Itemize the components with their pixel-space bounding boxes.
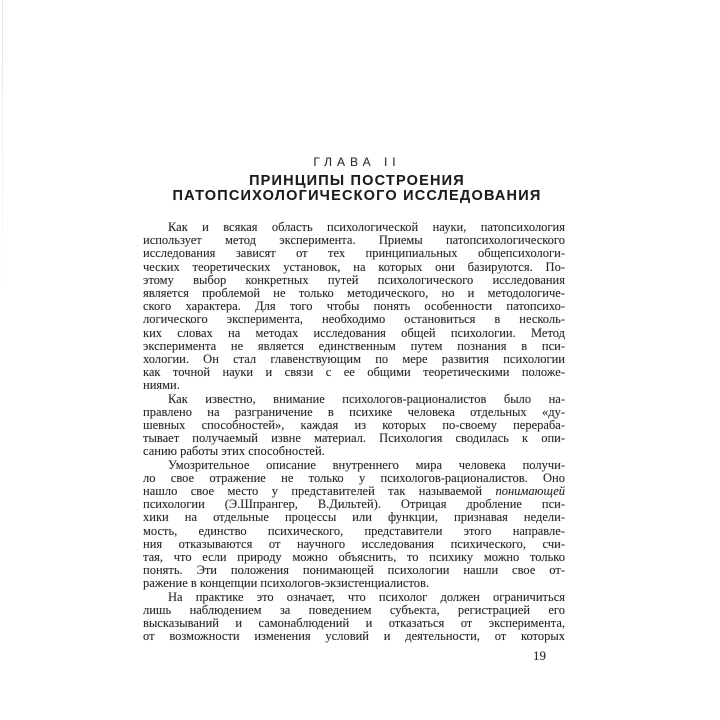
- page-body: [143, 221, 565, 644]
- text-line: правлено на разграничение в психике человека отдельных «ду-: [143, 404, 565, 419]
- text-line: этому выбор конкретных путей психологического исследования: [143, 272, 565, 287]
- text-line: ниями.: [143, 378, 180, 393]
- text-line: тая, что если природу можно объяснить, то психику можно только: [143, 550, 565, 565]
- text-line: ния отказываются от научного исследования психического, счи-: [143, 536, 565, 551]
- text-line: использует метод эксперимента. Приемы патопсихологического: [143, 233, 565, 248]
- page-number: 19: [533, 648, 546, 663]
- text-line: Как и всякая область психологической науки, патопсихология: [168, 220, 565, 234]
- text-line: ского характера. Для того чтобы понять особенности патопсихо-: [143, 299, 565, 314]
- text-segment: нашло свое место у представителей так называемой: [143, 484, 483, 499]
- text-line: понять. Эти положения понимающей психологии нашли свое от-: [143, 563, 565, 578]
- text-line: логического эксперимента, необходимо остановиться в несколь-: [143, 312, 565, 327]
- text-line: санию работы этих способностей.: [143, 444, 325, 459]
- chapter-title-line-1: ПРИНЦИПЫ ПОСТРОЕНИЯ: [249, 173, 465, 189]
- text-line: тывает получаемый извне материал. Психология сводилась к опи-: [143, 431, 565, 446]
- italic-term: понимающей: [495, 484, 566, 499]
- text-line: Умозрительное описание внутреннего мира человека получи-: [168, 457, 565, 472]
- text-line: ражение в концепции психологов-экзистенциалистов.: [143, 576, 430, 591]
- text-line: лишь наблюдением за поведением субъекта, регистрацией его: [143, 602, 565, 617]
- scan-edge-artifact: [2, 0, 3, 300]
- text-line: как точной науки и связи с ее общими теоретическими положе-: [143, 365, 565, 380]
- chapter-label: ГЛАВА II: [313, 155, 401, 169]
- text-line: психологии (Э.Шпрангер, В.Дильтей). Отрицая дробление пси-: [143, 497, 565, 512]
- text-line: ческих теоретических установок, на которых они базируются. По-: [143, 259, 565, 274]
- text-line: исследования зависят от тех принципиальных общепсихологи-: [143, 246, 565, 261]
- text-line: высказываний и самонаблюдений и отказаться от эксперимента,: [143, 616, 565, 631]
- text-line: На практике это означает, что психолог должен ограничиться: [168, 589, 565, 604]
- text-line: хологии. Он стал главенствующим по мере развития психологии: [143, 352, 565, 367]
- chapter-title-line-2: ПАТОПСИХОЛОГИЧЕСКОГО ИССЛЕДОВАНИЯ: [172, 188, 542, 204]
- text-line: хики на отдельные процессы или функции, признавая недели-: [143, 510, 565, 525]
- text-line: мость, единство психического, представители этого направле-: [143, 523, 565, 538]
- text-line: шевных способностей», каждая из которых по-своему перераба-: [143, 418, 565, 433]
- text-line: является проблемой не только методического, но и методологиче-: [143, 286, 565, 301]
- chapter-heading: [145, 156, 569, 204]
- text-line: от возможности изменения условий и деятельности, от которых: [143, 629, 565, 644]
- text-line: ких словах на методах исследования общей психологии. Метод: [143, 325, 565, 340]
- text-line: эксперимента не является единственным путем познания в пси-: [143, 338, 565, 353]
- text-line: ло свое отражение не только у психологов-рационалистов. Оно: [143, 470, 565, 485]
- text-line: Как известно, внимание психологов-рационалистов было на-: [168, 391, 565, 406]
